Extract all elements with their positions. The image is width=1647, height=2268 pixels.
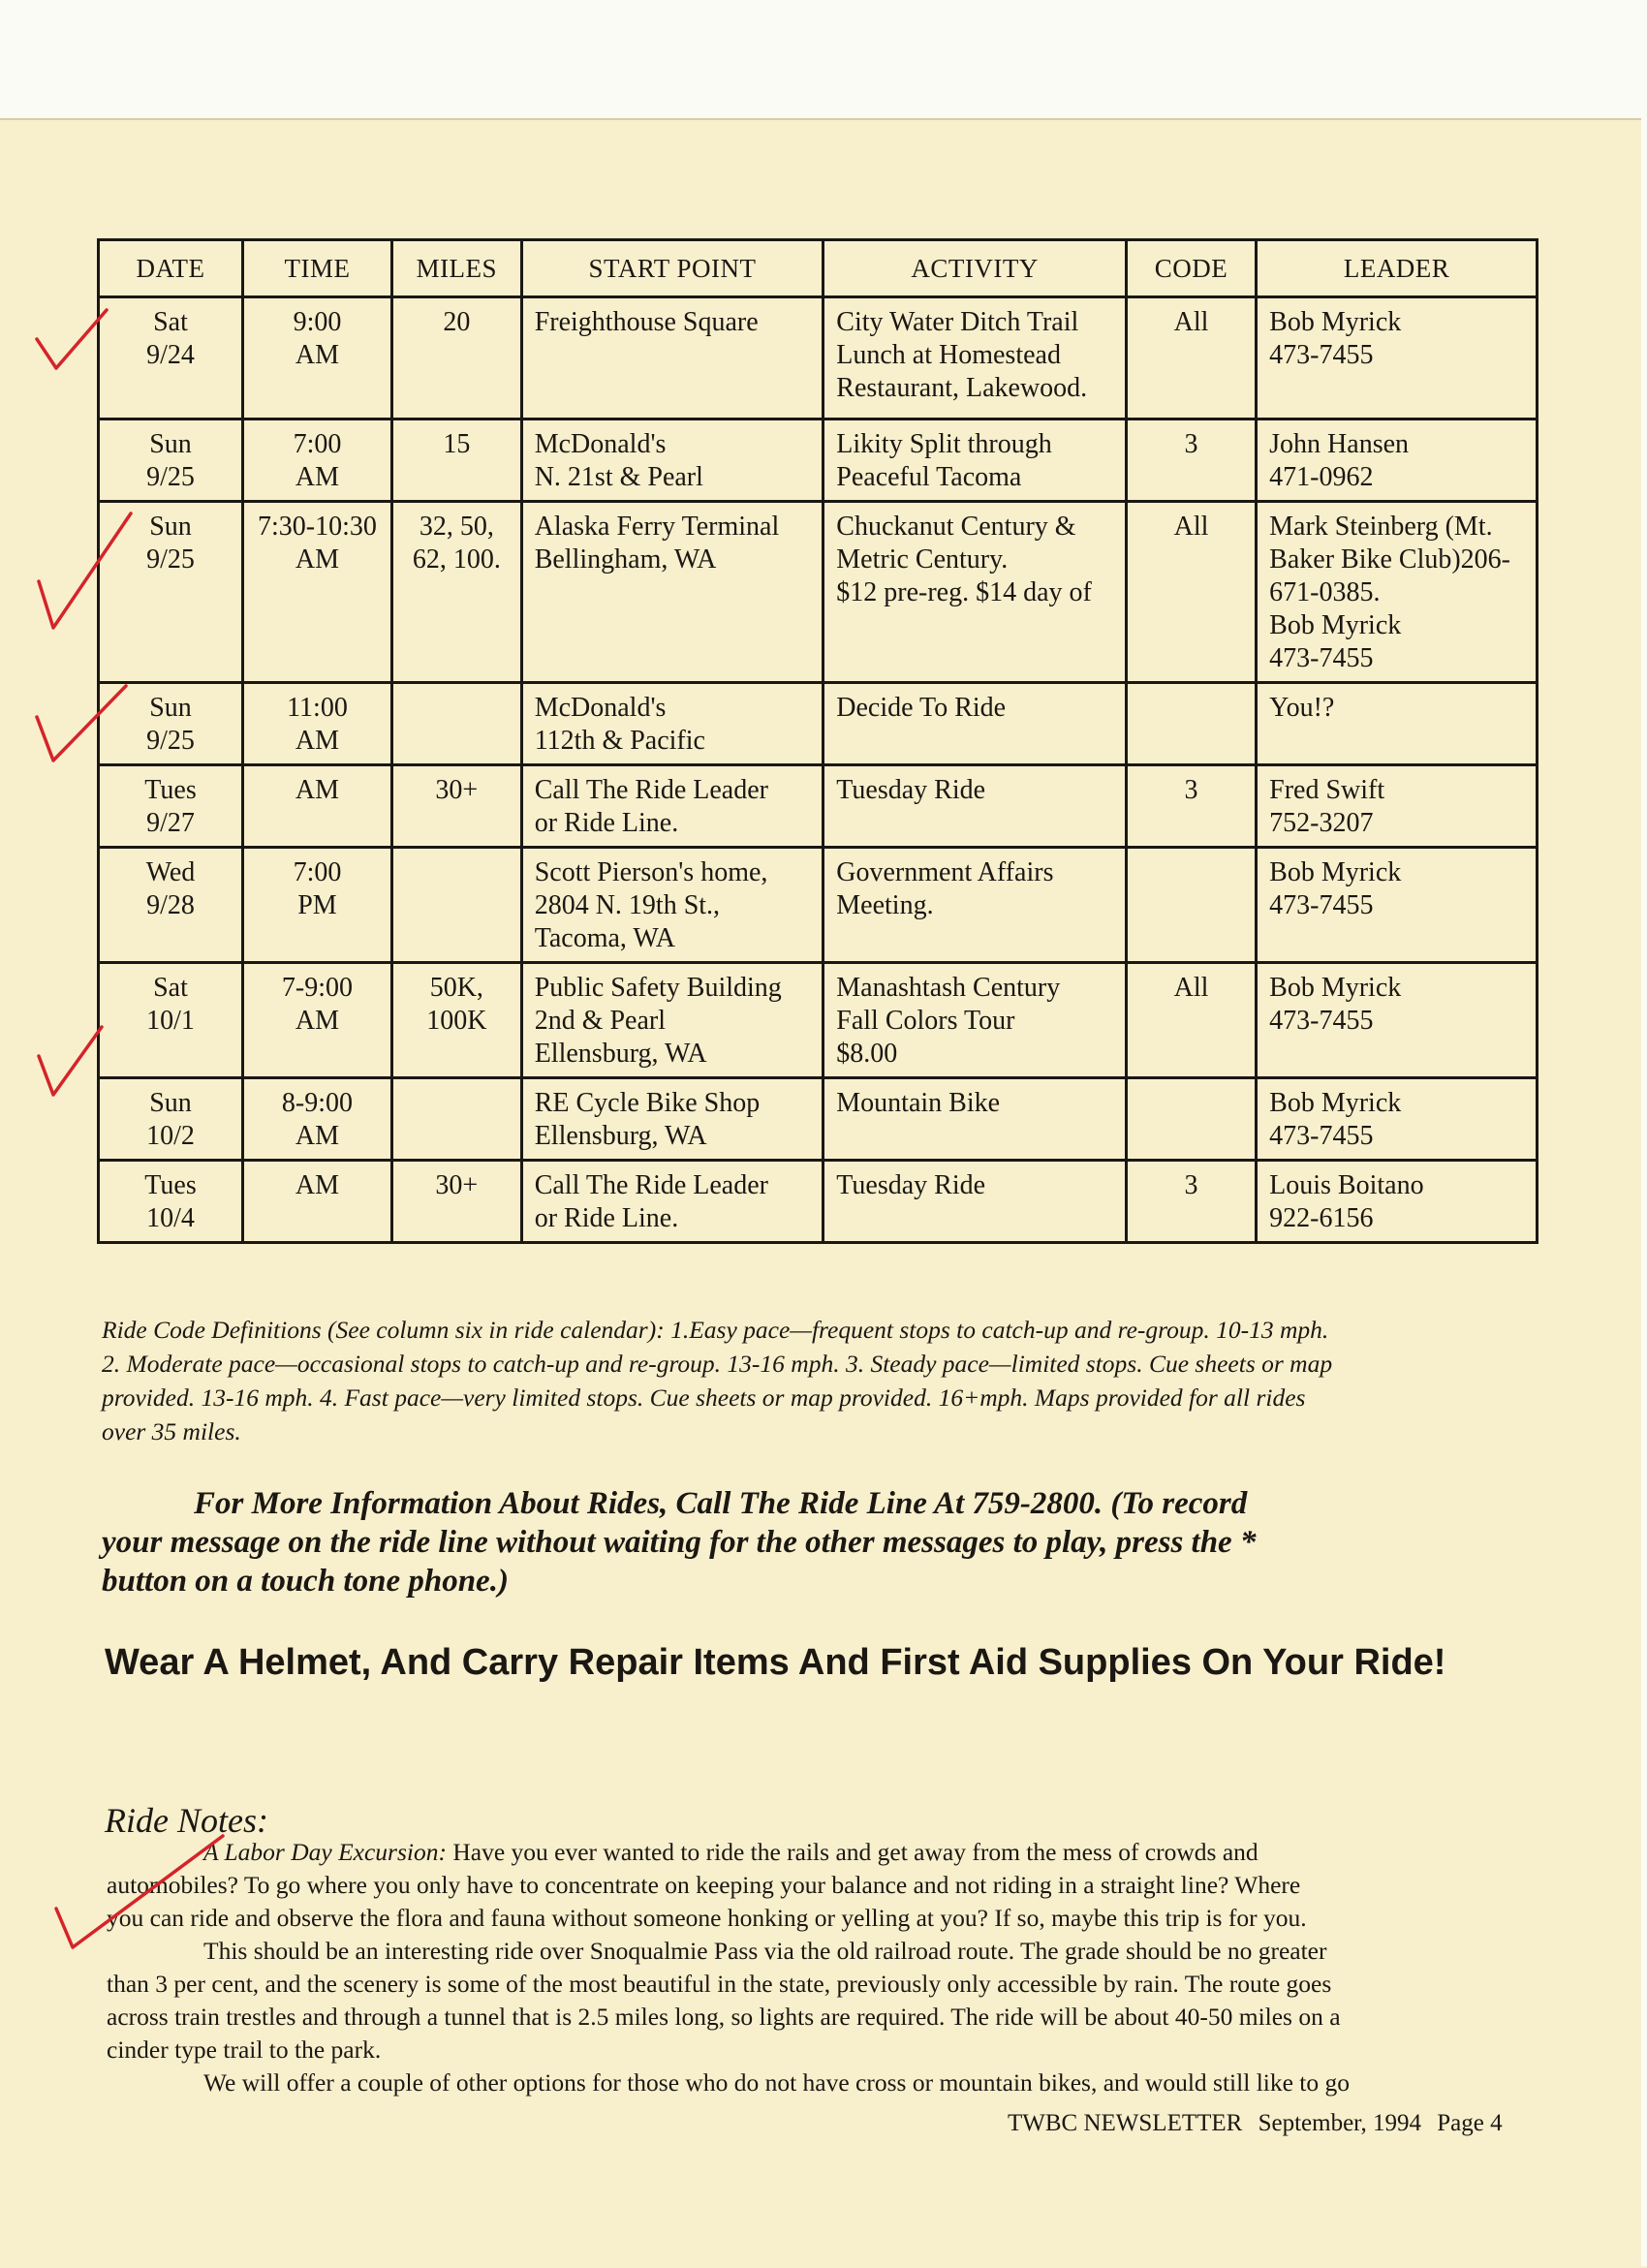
ride-start-point-cell: [521, 1078, 824, 1161]
ride-date: 9/24: [146, 340, 195, 370]
ride-leader: Louis Boitano: [1269, 1170, 1424, 1200]
helmet-notice: Wear A Helmet, And Carry Repair Items And First Aid Supplies On Your Ride!: [105, 1642, 1446, 1683]
table-row: [99, 963, 1538, 1078]
ride-leader: 473-7455: [1269, 1121, 1374, 1151]
ride-time: 7:00: [293, 857, 342, 887]
ride-date: Sun: [149, 429, 192, 459]
table-row: [99, 848, 1538, 963]
ride-leader: 473-7455: [1269, 890, 1374, 920]
ride-line-info-line: your message on the ride line without waiting for the other messages to play, press the *: [102, 1525, 1257, 1560]
ride-start-point: or Ride Line.: [534, 1203, 679, 1233]
ride-date: Sun: [149, 1088, 192, 1118]
ride-notes-line: automobiles? To go where you only have to concentrate on keeping your balance and not riding in a straight line? Where: [107, 1871, 1301, 1899]
ride-time-cell: [243, 297, 392, 419]
ride-date: Tues: [144, 775, 197, 805]
ride-activity: Fall Colors Tour: [836, 1006, 1015, 1036]
col-header-start-point: START POINT: [521, 240, 824, 297]
col-header-code: CODE: [1126, 240, 1256, 297]
ride-calendar-table: [97, 238, 1538, 1244]
ride-start-point: or Ride Line.: [534, 808, 679, 838]
col-header-miles: MILES: [391, 240, 521, 297]
table-row: [99, 1078, 1538, 1161]
ride-leader-cell: [1257, 963, 1538, 1078]
ride-time: 9:00: [293, 307, 342, 337]
ride-code-cell: [1126, 1078, 1256, 1161]
ride-time-cell: [243, 419, 392, 502]
ride-date: 10/2: [146, 1121, 195, 1151]
ride-start-point-cell: [521, 1161, 824, 1243]
ride-time: 8-9:00: [281, 1088, 354, 1118]
ride-leader: 473-7455: [1269, 340, 1374, 370]
ride-activity-cell: [824, 963, 1127, 1078]
ride-miles-cell: [391, 1161, 521, 1243]
ride-leader: Fred Swift: [1269, 775, 1385, 805]
ride-activity: Chuckanut Century &: [836, 512, 1076, 542]
ride-time: AM: [295, 726, 340, 756]
ride-code: 3: [1184, 775, 1198, 805]
ride-time-cell: [243, 502, 392, 683]
ride-activity-cell: [824, 419, 1127, 502]
ride-code: All: [1173, 307, 1209, 337]
ride-time: PM: [297, 890, 337, 920]
footer-date: September, 1994: [1258, 2110, 1421, 2136]
ride-start-point: McDonald's: [534, 429, 667, 459]
ride-time: AM: [295, 1006, 340, 1036]
table-row: [99, 502, 1538, 683]
ride-start-point: 112th & Pacific: [534, 726, 705, 756]
table-row: [99, 765, 1538, 848]
ride-date: 9/25: [146, 544, 195, 575]
ride-miles: 32, 50,: [419, 512, 494, 542]
ride-start-point: Scott Pierson's home,: [534, 857, 768, 887]
ride-notes-body: [107, 1836, 1560, 2099]
ride-activity: Tuesday Ride: [836, 1170, 986, 1200]
ride-leader-cell: [1257, 765, 1538, 848]
ride-leader: Bob Myrick: [1269, 857, 1402, 887]
ride-code: 3: [1184, 429, 1198, 459]
ride-code-cell: [1126, 1161, 1256, 1243]
ride-code-cell: [1126, 765, 1256, 848]
code-def-line: 2. Moderate pace—occasional stops to catch-up and re-group. 13-16 mph. 3. Steady pace—limited stops. Cue sheets or map: [102, 1350, 1333, 1378]
ride-start-point: Bellingham, WA: [534, 544, 717, 575]
ride-code-cell: [1126, 419, 1256, 502]
excursion-title: A Labor Day Excursion:: [203, 1838, 447, 1866]
ride-start-point-cell: [521, 848, 824, 963]
ride-leader-cell: [1257, 683, 1538, 765]
ride-time-cell: [243, 848, 392, 963]
ride-start-point-cell: [521, 683, 824, 765]
ride-activity-cell: [824, 1161, 1127, 1243]
ride-date: Sat: [153, 973, 188, 1003]
ride-notes-line: across train trestles and through a tunnel that is 2.5 miles long, so lights are required. The ride will be about 40-50 miles on a: [107, 2003, 1341, 2031]
ride-miles-cell: [391, 848, 521, 963]
code-def-line: provided. 13-16 mph. 4. Fast pace—very limited stops. Cue sheets or map provided. 16+mph. Maps provided for all rides: [102, 1383, 1306, 1412]
ride-activity-cell: [824, 848, 1127, 963]
ride-notes-line: We will offer a couple of other options for those who do not have cross or mountain bikes, and would still like to go: [203, 2068, 1351, 2097]
table-header-row: [99, 240, 1538, 297]
ride-time: AM: [295, 1170, 340, 1200]
ride-start-point: 2nd & Pearl: [534, 1006, 667, 1036]
ride-date-cell: [99, 1078, 243, 1161]
ride-activity: City Water Ditch Trail: [836, 307, 1079, 337]
col-header-leader: LEADER: [1257, 240, 1538, 297]
ride-leader: Bob Myrick: [1269, 610, 1402, 640]
ride-date-cell: [99, 297, 243, 419]
ride-miles: 100K: [426, 1006, 487, 1036]
table-row: [99, 419, 1538, 502]
ride-rows: [99, 297, 1538, 1243]
ride-activity: Government Affairs: [836, 857, 1054, 887]
ride-miles-cell: [391, 297, 521, 419]
ride-start-point: McDonald's: [534, 693, 667, 723]
ride-leader-cell: [1257, 1161, 1538, 1243]
ride-date-cell: [99, 683, 243, 765]
ride-miles: 62, 100.: [412, 544, 501, 575]
ride-code-cell: [1126, 683, 1256, 765]
ride-leader: 473-7455: [1269, 643, 1374, 673]
ride-date: Sat: [153, 307, 188, 337]
ride-leader: Bob Myrick: [1269, 1088, 1402, 1118]
ride-activity: Restaurant, Lakewood.: [836, 373, 1088, 403]
ride-leader: Mark Steinberg (Mt.: [1269, 512, 1493, 542]
ride-start-point: Freighthouse Square: [534, 307, 759, 337]
ride-date: 9/27: [146, 808, 195, 838]
table-row: [99, 683, 1538, 765]
ride-code-definitions: [102, 1313, 1555, 1448]
ride-code-cell: [1126, 502, 1256, 683]
ride-notes-line: This should be an interesting ride over Snoqualmie Pass via the old railroad route. The grade should be no greater: [203, 1937, 1327, 1965]
ride-start-point-cell: [521, 419, 824, 502]
ride-time: AM: [295, 775, 340, 805]
code-def-line: over 35 miles.: [102, 1417, 241, 1445]
ride-notes-text: Have you ever wanted to ride the rails and get away from the mess of crowds and: [446, 1838, 1259, 1866]
ride-date: 10/4: [146, 1203, 195, 1233]
ride-code: All: [1173, 512, 1209, 542]
table-row: [99, 297, 1538, 419]
ride-start-point: RE Cycle Bike Shop: [534, 1088, 761, 1118]
ride-start-point-cell: [521, 297, 824, 419]
ride-code-cell: [1126, 963, 1256, 1078]
ride-miles-cell: [391, 419, 521, 502]
ride-date-cell: [99, 765, 243, 848]
ride-activity: Metric Century.: [836, 544, 1009, 575]
ride-leader-cell: [1257, 419, 1538, 502]
ride-leader: 752-3207: [1269, 808, 1374, 838]
footer-page: Page 4: [1437, 2110, 1503, 2136]
ride-activity: Meeting.: [836, 890, 934, 920]
ride-activity: $12 pre-reg. $14 day of: [836, 577, 1092, 607]
ride-leader: 671-0385.: [1269, 577, 1381, 607]
ride-time: 7:00: [293, 429, 342, 459]
ride-notes-heading: Ride Notes:: [105, 1801, 268, 1840]
ride-activity-cell: [824, 1078, 1127, 1161]
ride-time-cell: [243, 683, 392, 765]
ride-activity-cell: [824, 765, 1127, 848]
ride-date: Sun: [149, 693, 192, 723]
ride-notes-line: you can ride and observe the flora and fauna without someone honking or yelling at you? If so, maybe this trip is for you.: [107, 1904, 1307, 1932]
ride-leader: Bob Myrick: [1269, 307, 1402, 337]
ride-miles: 50K,: [429, 973, 483, 1003]
ride-date-cell: [99, 1161, 243, 1243]
ride-date: 10/1: [146, 1006, 195, 1036]
ride-line-info-line: button on a touch tone phone.): [102, 1564, 509, 1599]
ride-miles-cell: [391, 765, 521, 848]
ride-miles: 30+: [435, 1170, 479, 1200]
ride-date: Wed: [145, 857, 196, 887]
ride-start-point: Ellensburg, WA: [534, 1121, 707, 1151]
ride-start-point: 2804 N. 19th St.,: [534, 890, 721, 920]
ride-date: 9/25: [146, 462, 195, 492]
ride-activity-cell: [824, 297, 1127, 419]
ride-activity: Manashtash Century: [836, 973, 1061, 1003]
page-footer: [1008, 2110, 1512, 2137]
ride-start-point: N. 21st & Pearl: [534, 462, 703, 492]
ride-date: 9/25: [146, 726, 195, 756]
ride-start-point: Ellensburg, WA: [534, 1039, 707, 1069]
ride-activity: Lunch at Homestead: [836, 340, 1061, 370]
ride-activity: Peaceful Tacoma: [836, 462, 1022, 492]
scan-edge: [1641, 118, 1647, 2266]
ride-leader: John Hansen: [1269, 429, 1410, 459]
ride-miles-cell: [391, 963, 521, 1078]
ride-miles-cell: [391, 502, 521, 683]
ride-code: All: [1173, 973, 1209, 1003]
ride-activity: Mountain Bike: [836, 1088, 1001, 1118]
ride-time: 7:30-10:30: [258, 512, 377, 542]
ride-leader: Bob Myrick: [1269, 973, 1402, 1003]
ride-start-point: Call The Ride Leader: [534, 775, 768, 805]
ride-leader-cell: [1257, 502, 1538, 683]
ride-time: 7-9:00: [281, 973, 354, 1003]
ride-leader: 471-0962: [1269, 462, 1374, 492]
col-header-date: DATE: [99, 240, 243, 297]
ride-miles-cell: [391, 1078, 521, 1161]
ride-leader: Baker Bike Club)206-: [1269, 544, 1510, 575]
ride-time: AM: [295, 544, 340, 575]
col-header-activity: ACTIVITY: [824, 240, 1127, 297]
scan-background: [0, 0, 1647, 116]
ride-miles: 30+: [435, 775, 479, 805]
ride-activity-cell: [824, 683, 1127, 765]
ride-code: 3: [1184, 1170, 1198, 1200]
footer-newsletter: TWBC NEWSLETTER: [1008, 2110, 1243, 2136]
ride-time: AM: [295, 462, 340, 492]
ride-leader-cell: [1257, 1078, 1538, 1161]
ride-notes-line: [107, 1836, 1560, 1869]
ride-leader: 922-6156: [1269, 1203, 1374, 1233]
ride-time-cell: [243, 963, 392, 1078]
code-def-line: Ride Code Definitions (See column six in ride calendar): 1.Easy pace—frequent stops to catch-up and re-group. 10-13 mph.: [102, 1316, 1329, 1344]
ride-miles-cell: [391, 683, 521, 765]
ride-notes-line: cinder type trail to the park.: [107, 2035, 382, 2064]
col-header-time: TIME: [243, 240, 392, 297]
ride-code-cell: [1126, 848, 1256, 963]
ride-date-cell: [99, 848, 243, 963]
ride-activity: $8.00: [836, 1039, 898, 1069]
ride-start-point: Alaska Ferry Terminal: [534, 512, 780, 542]
ride-date: 9/28: [146, 890, 195, 920]
ride-leader: 473-7455: [1269, 1006, 1374, 1036]
ride-start-point: Public Safety Building: [534, 973, 782, 1003]
ride-start-point-cell: [521, 502, 824, 683]
ride-line-info-line: For More Information About Rides, Call The Ride Line At 759-2800. (To record: [194, 1486, 1248, 1521]
ride-start-point: Tacoma, WA: [534, 923, 675, 953]
ride-time-cell: [243, 1078, 392, 1161]
ride-line-info: [102, 1484, 1555, 1600]
ride-time-cell: [243, 1161, 392, 1243]
ride-time: 11:00: [287, 693, 348, 723]
ride-time-cell: [243, 765, 392, 848]
ride-code-cell: [1126, 297, 1256, 419]
ride-miles: 15: [443, 429, 471, 459]
ride-activity: Decide To Ride: [836, 693, 1007, 723]
ride-activity: Tuesday Ride: [836, 775, 986, 805]
ride-leader: You!?: [1269, 693, 1335, 723]
ride-miles: 20: [443, 307, 471, 337]
ride-notes-line: than 3 per cent, and the scenery is some of the most beautiful in the state, previously only accessible by rain. The route goes: [107, 1970, 1332, 1998]
ride-time: AM: [295, 1121, 340, 1151]
ride-leader-cell: [1257, 297, 1538, 419]
ride-start-point: Call The Ride Leader: [534, 1170, 768, 1200]
ride-activity-cell: [824, 502, 1127, 683]
ride-leader-cell: [1257, 848, 1538, 963]
ride-date: Sun: [149, 512, 192, 542]
ride-start-point-cell: [521, 765, 824, 848]
ride-date-cell: [99, 419, 243, 502]
ride-start-point-cell: [521, 963, 824, 1078]
table-row: [99, 1161, 1538, 1243]
ride-time: AM: [295, 340, 340, 370]
ride-date-cell: [99, 502, 243, 683]
ride-date: Tues: [144, 1170, 197, 1200]
ride-date-cell: [99, 963, 243, 1078]
ride-activity: Likity Split through: [836, 429, 1052, 459]
